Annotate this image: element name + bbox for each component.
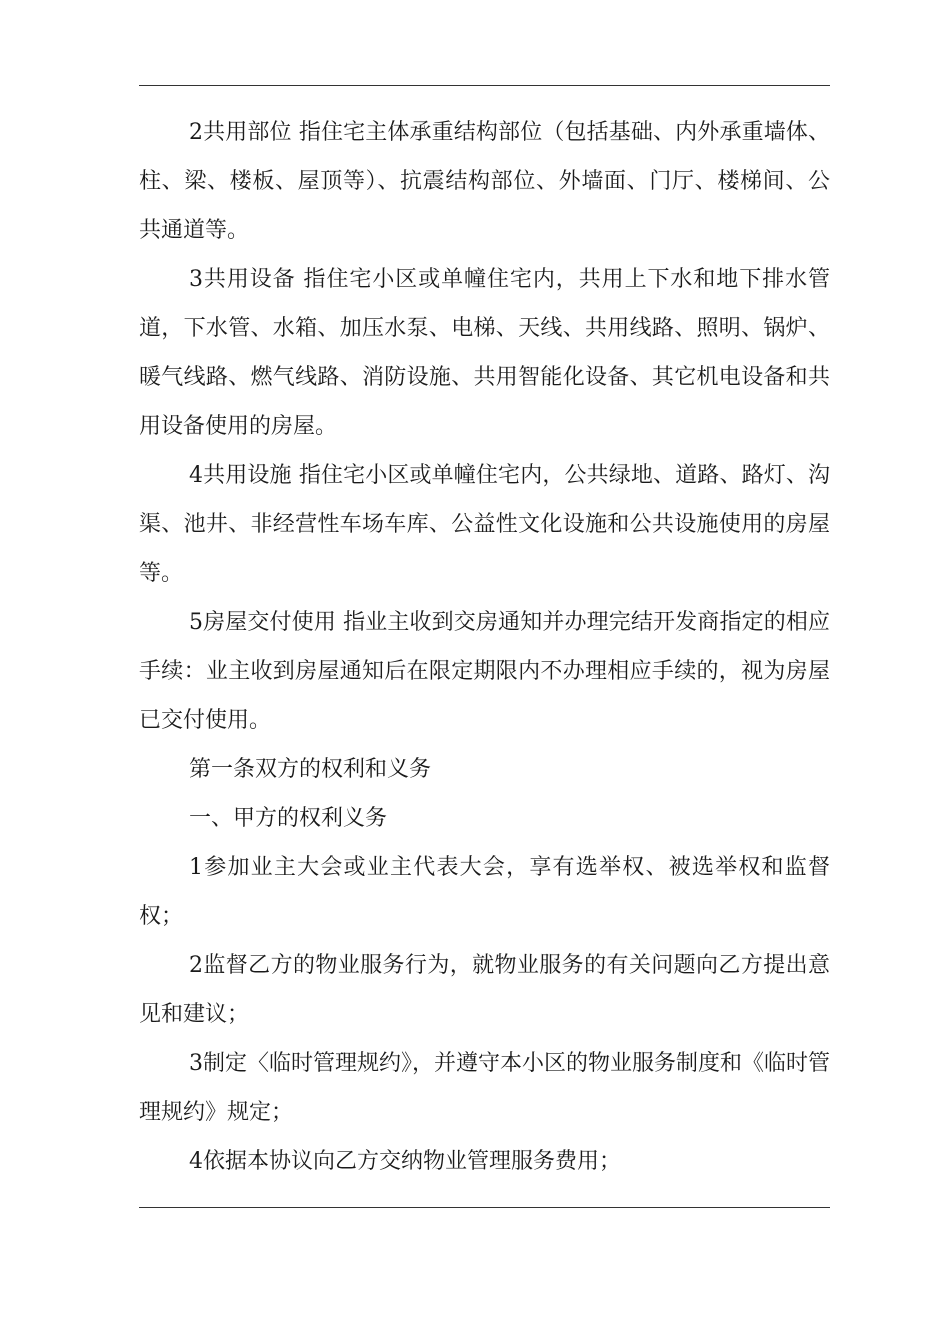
footer-rule xyxy=(139,1207,830,1208)
section-heading-party-a: 一、甲方的权利义务 xyxy=(189,806,388,831)
paragraph-item-2: 2监督乙方的物业服务行为，就物业服务的有关问题向乙方提出意见和建议； xyxy=(139,953,830,1027)
paragraph-item-3: 3制定〈临时管理规约》，并遵守本小区的物业服务制度和《临时管理规约》规定； xyxy=(139,1051,830,1125)
paragraph-item-1: 1参加业主大会或业主代表大会，享有选举权、被选举权和监督权； xyxy=(139,855,830,929)
paragraph-item-4: 4依据本协议向乙方交纳物业管理服务费用； xyxy=(189,1149,621,1174)
paragraph-common-equipment: 3共用设备 指住宅小区或单幢住宅内，共用上下水和地下排水管道，下水管、水箱、加压水泵、电梯、天线、共用线路、照明、锅炉、暖气线路、燃气线路、消防设施、共用智能化设备、其它机电设备和共用设备使用的房屋。 xyxy=(139,267,830,439)
article-heading: 第一条双方的权利和义务 xyxy=(189,757,432,782)
paragraph-common-parts: 2共用部位 指住宅主体承重结构部位（包括基础、内外承重墙体、柱、梁、楼板、屋顶等）、抗震结构部位、外墙面、门厅、楼梯间、公共通道等。 xyxy=(139,120,830,243)
header-rule xyxy=(139,85,830,86)
paragraph-common-facilities: 4共用设施 指住宅小区或单幢住宅内，公共绿地、道路、路灯、沟渠、池井、非经营性车场车库、公益性文化设施和公共设施使用的房屋等。 xyxy=(139,463,830,586)
document-body xyxy=(139,108,830,1186)
paragraph-handover: 5房屋交付使用 指业主收到交房通知并办理完结开发商指定的相应手续：业主收到房屋通知后在限定期限内不办理相应手续的，视为房屋已交付使用。 xyxy=(139,610,830,733)
